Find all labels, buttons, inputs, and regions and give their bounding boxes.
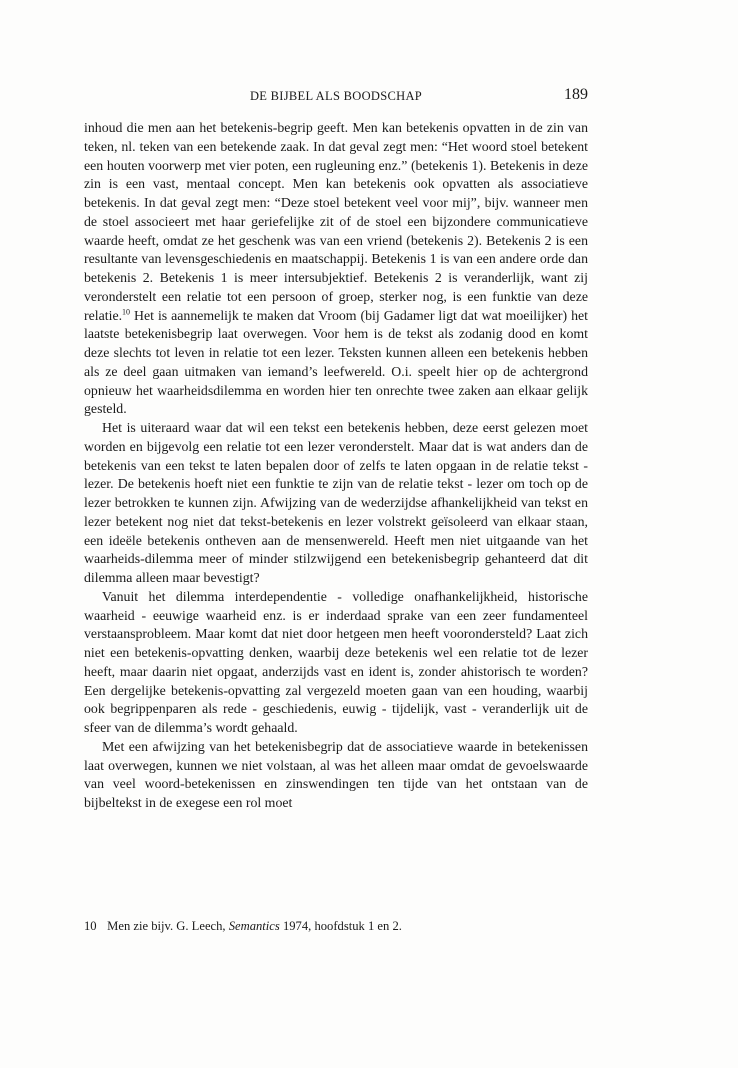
footnote-text-end: 1974, hoofdstuk 1 en 2. (279, 919, 402, 933)
paragraph-4: Met een afwijzing van het betekenisbegrip dat de associatieve waarde in betekenissen laat overwegen, kunnen we niet volstaan, al was het alleen maar omdat de gevoelswaarde van veel woord-betekenissen en zinswendingen ten tijde van het ontstaan van de bijbeltekst in de exegese een rol moet (84, 738, 588, 810)
footnote-cited-title: Semantics (228, 919, 280, 933)
running-head (84, 86, 588, 108)
body-text (84, 119, 588, 813)
paragraph-3: Vanuit het dilemma interdependentie - volledige onafhankelijkheid, historische waarheid - eeuwige waarheid enz. is er inderdaad sprake van een zeer fundamenteel verstaansprobleem. Maar komt dat niet door hetgeen men heeft voorondersteld? Laat zich niet een betekenis-opvatting denken, waarbij deze betekenis wel een relatie tot de lezer heeft, maar daarin niet opgaat, anderzijds vast en ident is, zonder ahistorisch te worden? Een dergelijke betekenis-opvatting zal vergezeld moeten gaan van een houding, waarbij ook begrippenparen als rede - geschiedenis, euwig - tijdelijk, vast - veranderlijk uit de sfeer van de dilemma’s wordt gehaald. (84, 588, 588, 735)
paragraph-2: Het is uiteraard waar dat wil een tekst een betekenis hebben, deze eerst gelezen moet worden en bijgevolg een relatie tot een lezer veronderstelt. Maar dat is wat anders dan de betekenis van een tekst te laten bepalen door of zelfs te laten opgaan in de relatie tekst - lezer. De betekenis hoeft niet een funktie te zijn van de relatie tekst - lezer om toch op de lezer betrokken te kunnen zijn. Afwijzing van de wederzijdse afhankelijkheid van tekst en lezer betekent nog niet dat tekst-betekenis en lezer volstrekt geïsoleerd van elkaar staan, een ideële betekenis ontheven aan de mensenwereld. Heeft men niet uitgaande van het waarheids-dilemma meer of minder stilzwijgend een betekenisbegrip gehanteerd dat dit dilemma alleen maar bevestigt? (84, 420, 588, 585)
footnote (84, 918, 588, 934)
footnote-number: 10 (84, 919, 97, 933)
paragraph-1 (84, 119, 588, 419)
paragraph-text: Het is aannemelijk te maken dat Vroom (bij Gadamer ligt dat wat moeilijker) het laatste betekenisbegrip laat overwegen. Voor hem is de tekst als zodanig dood en komt deze slechts tot leven in relatie tot een lezer. Teksten kunnen alleen een betekenis hebben als ze deel gaan uitmaken van iemand’s leefwereld. O.i. speelt hier op de achtergrond opnieuw het waarheidsdilemma en worden hier ten onrechte twee zaken aan elkaar gelijk gesteld. (84, 307, 588, 417)
footnote-reference: 10 (122, 306, 131, 316)
paragraph-text: inhoud die men aan het betekenis-begrip geeft. Men kan betekenis opvatten in de zin van teken, nl. teken van een betekende zaak. In dat geval zegt men: “Het woord stoel betekent een houten voorwerp met vier poten, een rugleuning enz.” (betekenis 1). Betekenis in deze zin is een vast, mentaal concept. Men kan betekenis ook opvatten als associatieve betekenis. In dat geval zegt men: “Deze stoel betekent veel voor mij”, bijv. wanneer men de stoel associeert met haar geriefelijke zit of de stoel een bijzondere communicatieve waarde heeft, omdat ze het geschenk was van een vriend (betekenis 2). Betekenis 2 is een resultante van levensgeschiedenis en maatschappij. Betekenis 1 is van een andere orde dan betekenis 2. Betekenis 1 is meer intersubjektief. Betekenis 2 is veranderlijk, want zij veronderstelt een relatie tot een persoon of groep, sterker nog, is een funktie van deze relatie. (84, 120, 588, 323)
footnote-text: Men zie bijv. G. Leech, (107, 919, 229, 933)
running-title: DE BIJBEL ALS BOODSCHAP (249, 89, 423, 103)
page-number: 189 (564, 86, 588, 103)
